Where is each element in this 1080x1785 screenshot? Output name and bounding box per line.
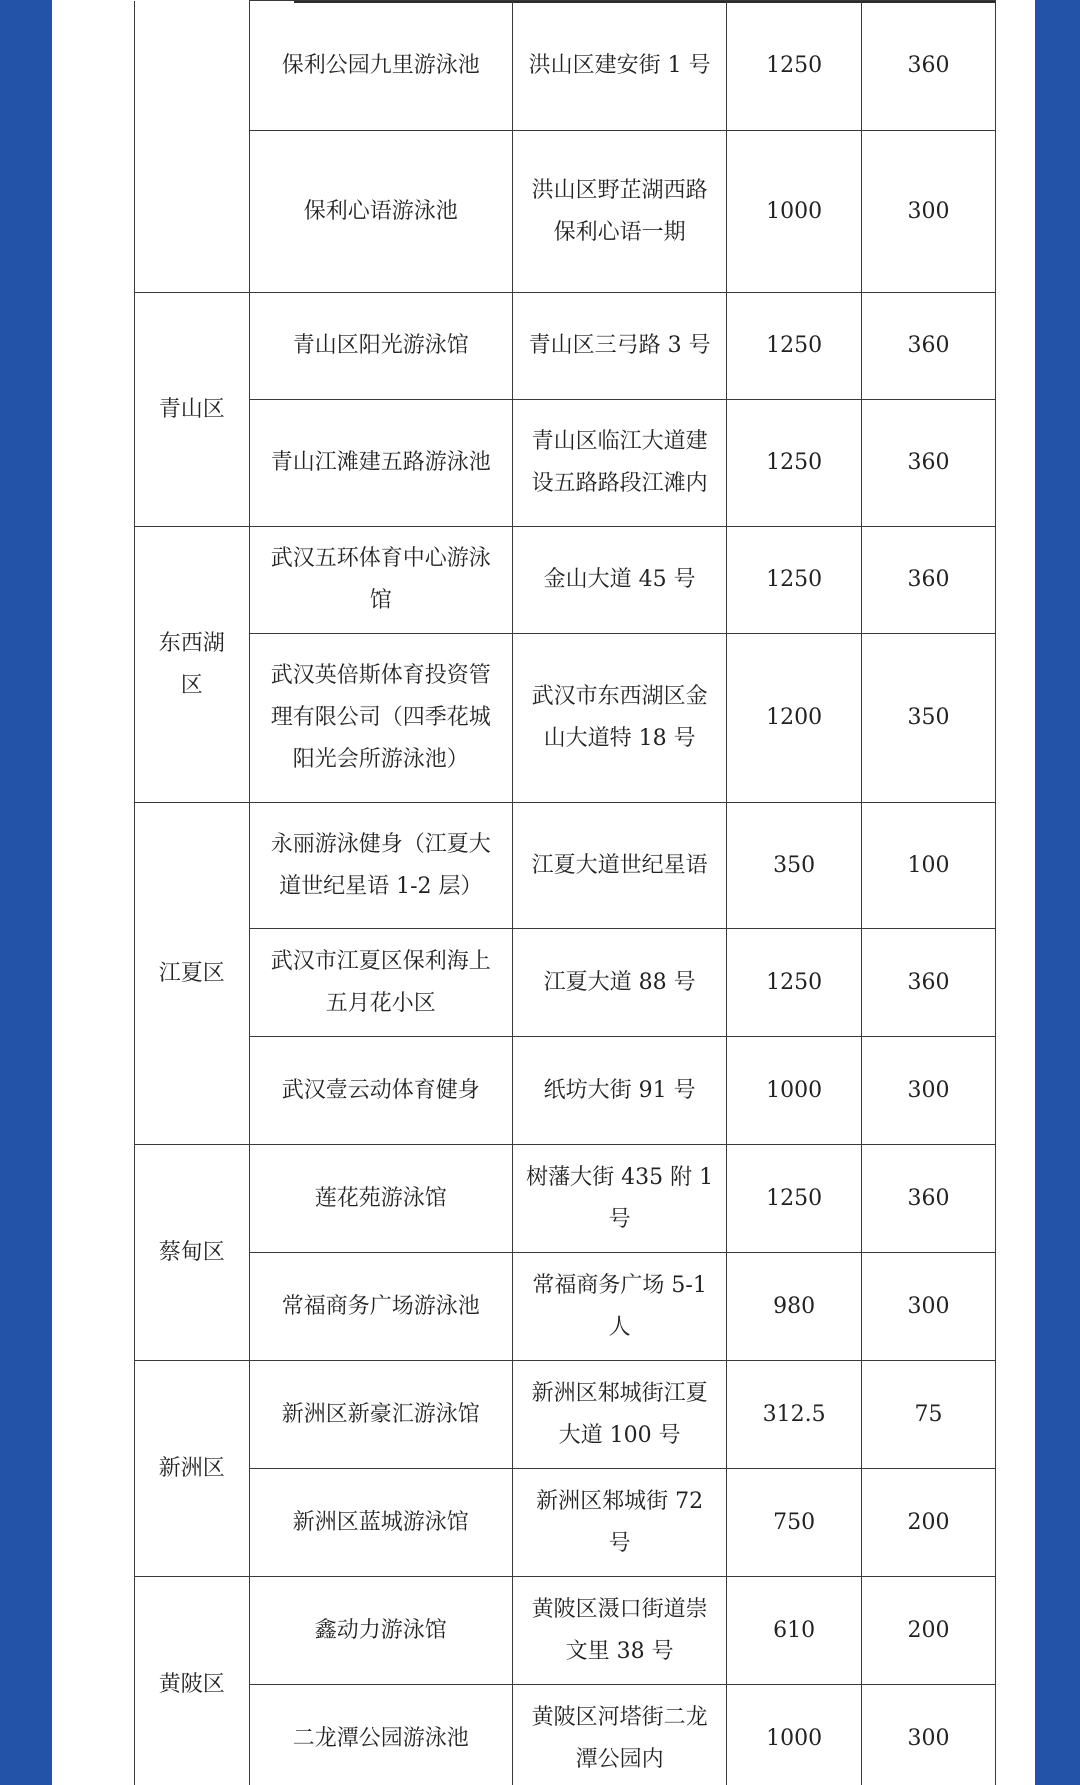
- value-b-cell: 300: [862, 1685, 996, 1785]
- table-row: [135, 1145, 996, 1253]
- value-a-cell: 1000: [727, 1037, 862, 1145]
- address-cell: 洪山区野芷湖西路保利心语一期: [513, 131, 727, 293]
- address-cell: 江夏大道 88 号: [513, 929, 727, 1037]
- pool-name-cell: 永丽游泳健身（江夏大道世纪星语 1-2 层）: [249, 803, 512, 929]
- pool-name-cell: 保利心语游泳池: [249, 131, 512, 293]
- pool-name-cell: 新洲区蓝城游泳馆: [249, 1469, 512, 1577]
- value-b-cell: 300: [862, 131, 996, 293]
- value-a-cell: 1250: [727, 1145, 862, 1253]
- pool-name-cell: 鑫动力游泳馆: [249, 1577, 512, 1685]
- district-cell-qingshan: 青山区: [135, 293, 250, 527]
- pool-name-cell: 武汉五环体育中心游泳馆: [249, 527, 512, 634]
- value-a-cell: 610: [727, 1577, 862, 1685]
- table-row: [135, 131, 996, 293]
- district-cell-dongxihu: 东西湖区: [135, 527, 250, 803]
- address-cell: 新洲区邾城街江夏大道 100 号: [513, 1361, 727, 1469]
- address-cell: 青山区三弓路 3 号: [513, 293, 727, 400]
- pool-name-cell: 青山区阳光游泳馆: [249, 293, 512, 400]
- table-row: [135, 527, 996, 634]
- address-cell: 江夏大道世纪星语: [513, 803, 727, 929]
- table-row: [135, 1469, 996, 1577]
- value-b-cell: 360: [862, 929, 996, 1037]
- table-row: [135, 400, 996, 527]
- pool-name-cell: 常福商务广场游泳池: [249, 1253, 512, 1361]
- value-b-cell: 360: [862, 1145, 996, 1253]
- value-b-cell: 300: [862, 1037, 996, 1145]
- table-row: [135, 293, 996, 400]
- pool-name-cell: 二龙潭公园游泳池: [249, 1685, 512, 1785]
- value-b-cell: 100: [862, 803, 996, 929]
- pool-name-cell: 青山江滩建五路游泳池: [249, 400, 512, 527]
- pool-name-cell: 武汉市江夏区保利海上五月花小区: [249, 929, 512, 1037]
- value-a-cell: 312.5: [727, 1361, 862, 1469]
- value-a-cell: 750: [727, 1469, 862, 1577]
- table-row: [135, 803, 996, 929]
- value-a-cell: 1250: [727, 293, 862, 400]
- table-row: [135, 1253, 996, 1361]
- address-cell: 常福商务广场 5-1 人: [513, 1253, 727, 1361]
- table-row: [135, 1685, 996, 1785]
- address-cell: 青山区临江大道建设五路路段江滩内: [513, 400, 727, 527]
- value-b-cell: 360: [862, 527, 996, 634]
- district-cell-hongshan: [135, 1, 250, 293]
- address-cell: 树藩大街 435 附 1 号: [513, 1145, 727, 1253]
- district-cell-jiangxia: 江夏区: [135, 803, 250, 1145]
- value-a-cell: 980: [727, 1253, 862, 1361]
- value-a-cell: 1250: [727, 929, 862, 1037]
- value-b-cell: 350: [862, 634, 996, 803]
- pool-name-cell: 武汉壹云动体育健身: [249, 1037, 512, 1145]
- district-cell-huangpi: 黄陂区: [135, 1577, 250, 1785]
- value-b-cell: 360: [862, 1, 996, 131]
- pool-name-cell: 保利公园九里游泳池: [249, 1, 512, 131]
- address-cell: 金山大道 45 号: [513, 527, 727, 634]
- value-b-cell: 360: [862, 293, 996, 400]
- address-cell: 武汉市东西湖区金山大道特 18 号: [513, 634, 727, 803]
- pool-name-cell: 新洲区新豪汇游泳馆: [249, 1361, 512, 1469]
- address-cell: 纸坊大街 91 号: [513, 1037, 727, 1145]
- value-a-cell: 1250: [727, 527, 862, 634]
- value-a-cell: 1000: [727, 131, 862, 293]
- value-a-cell: 350: [727, 803, 862, 929]
- table-row: [135, 929, 996, 1037]
- table-row: [135, 1, 996, 131]
- address-cell: 洪山区建安街 1 号: [513, 1, 727, 131]
- district-cell-xinzhou: 新洲区: [135, 1361, 250, 1577]
- pool-name-cell: 莲花苑游泳馆: [249, 1145, 512, 1253]
- pool-table: [134, 0, 996, 1785]
- address-cell: 黄陂区滠口街道崇文里 38 号: [513, 1577, 727, 1685]
- address-cell: 黄陂区河塔街二龙潭公园内: [513, 1685, 727, 1785]
- address-cell: 新洲区邾城街 72 号: [513, 1469, 727, 1577]
- value-b-cell: 200: [862, 1469, 996, 1577]
- value-b-cell: 200: [862, 1577, 996, 1685]
- table-row: [135, 1577, 996, 1685]
- table-row: [135, 1361, 996, 1469]
- document-page: [52, 0, 1035, 1785]
- value-a-cell: 1250: [727, 400, 862, 527]
- table-row: [135, 634, 996, 803]
- value-a-cell: 1000: [727, 1685, 862, 1785]
- value-b-cell: 360: [862, 400, 996, 527]
- district-cell-caidian: 蔡甸区: [135, 1145, 250, 1361]
- table-row: [135, 1037, 996, 1145]
- value-b-cell: 300: [862, 1253, 996, 1361]
- value-b-cell: 75: [862, 1361, 996, 1469]
- value-a-cell: 1200: [727, 634, 862, 803]
- value-a-cell: 1250: [727, 1, 862, 131]
- pool-name-cell: 武汉英倍斯体育投资管理有限公司（四季花城阳光会所游泳池）: [249, 634, 512, 803]
